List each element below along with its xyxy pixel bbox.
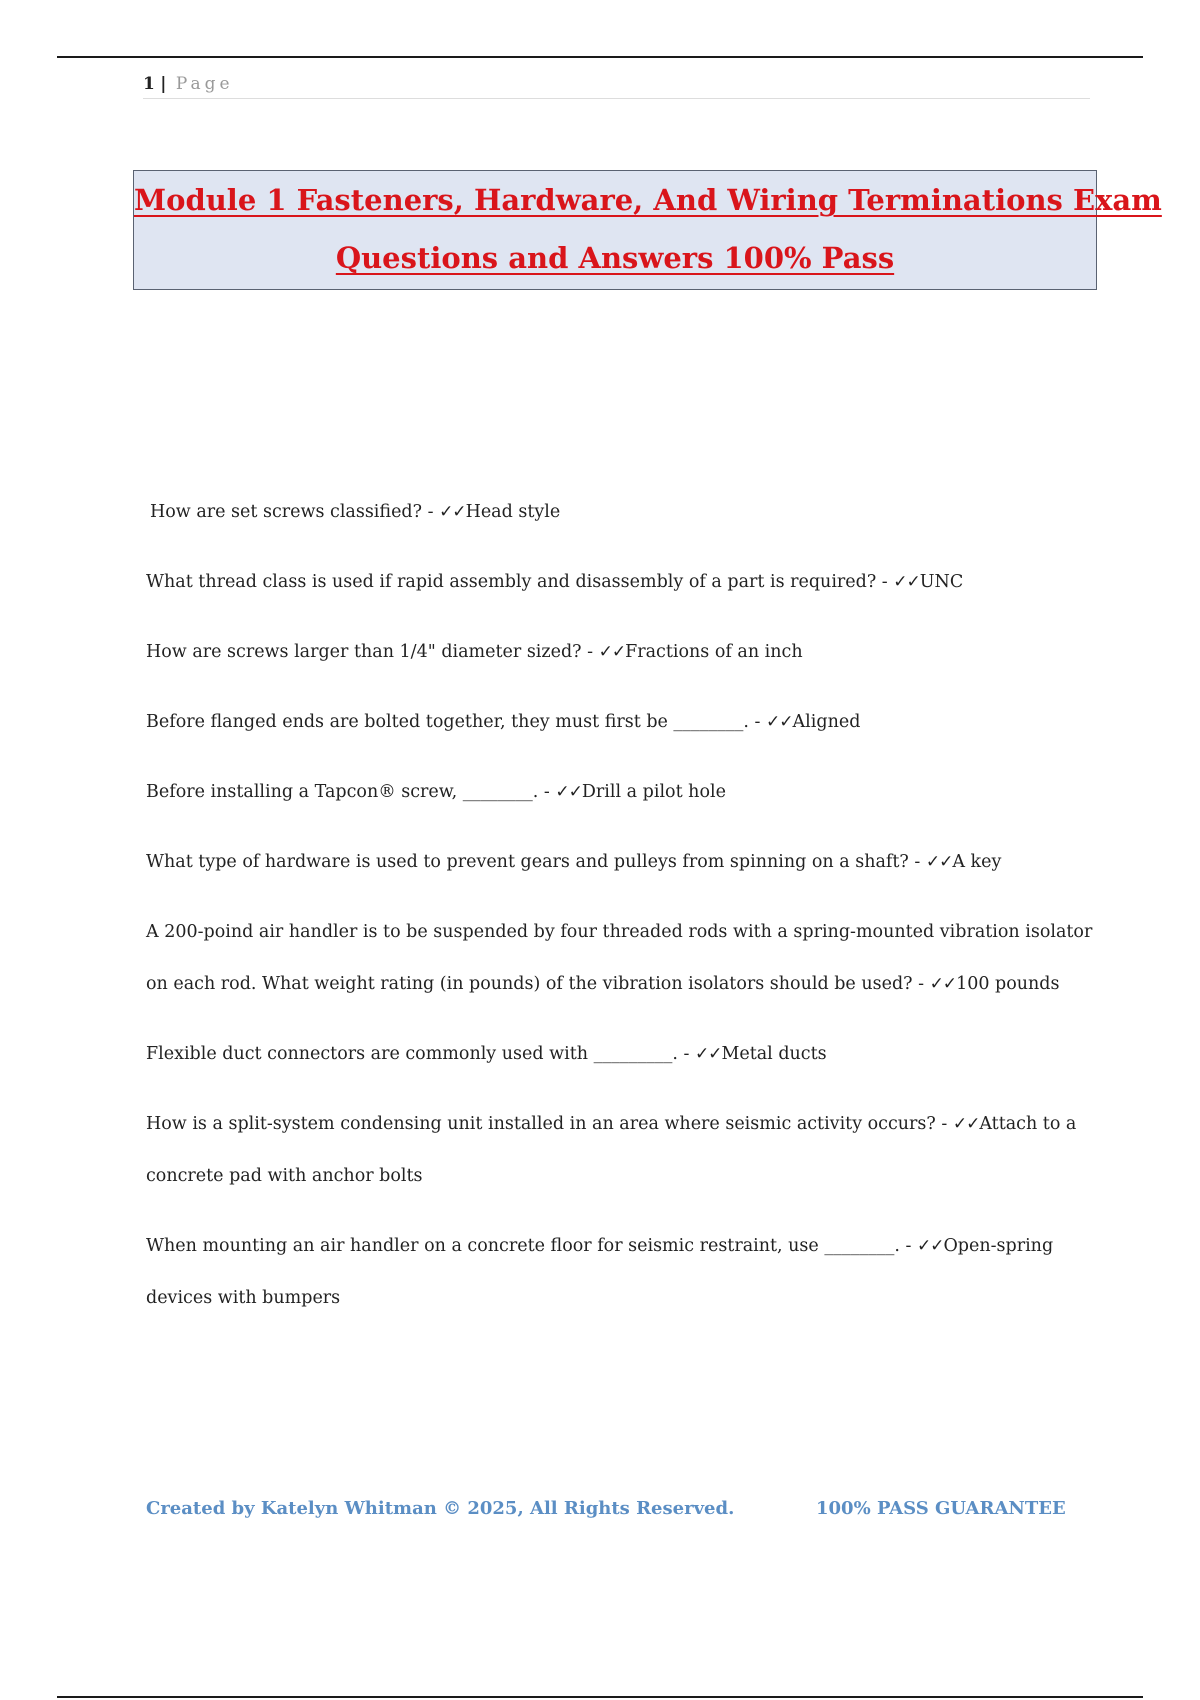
answer: Drill a pilot hole — [581, 782, 726, 802]
qa-item-6 — [146, 836, 1096, 888]
answer: Metal ducts — [721, 1044, 827, 1064]
qa-item-8 — [146, 1028, 1096, 1080]
question: When mounting an air handler on a concrete floor for seismic restraint, use ________. - — [146, 1236, 917, 1256]
question: What type of hardware is used to prevent gears and pulleys from spinning on a shaft? - — [146, 852, 926, 872]
qa-item-2 — [146, 556, 1096, 608]
question: Before flanged ends are bolted together, they must first be ________. - — [146, 712, 767, 732]
footer-guarantee: 100% PASS GUARANTEE — [816, 1498, 1066, 1519]
answer: Open-spring devices with bumpers — [146, 1236, 1054, 1308]
qa-item-1 — [146, 486, 1096, 538]
check-mark-icon: ✓✓ — [555, 782, 582, 802]
bottom-rule — [57, 1696, 1143, 1698]
question: How are screws larger than 1/4" diameter sized? - — [146, 642, 599, 662]
qa-item-7 — [146, 906, 1096, 1010]
answer: UNC — [919, 572, 964, 592]
check-mark-icon: ✓✓ — [929, 974, 957, 994]
check-mark-icon: ✓✓ — [766, 712, 793, 732]
page-number: 1 — [143, 74, 155, 94]
question: How are set screws classified? - — [150, 502, 440, 522]
question: Flexible duct connectors are commonly used with _________. - — [146, 1044, 695, 1064]
answer: A key — [952, 852, 1002, 872]
footer-copyright: Created by Katelyn Whitman © 2025, All Rights Reserved. — [146, 1498, 735, 1519]
answer: Aligned — [792, 712, 861, 732]
check-mark-icon: ✓✓ — [952, 1114, 980, 1134]
check-mark-icon: ✓✓ — [439, 502, 466, 522]
document-title-line-1: Module 1 Fasteners, Hardware, And Wiring Terminations Exam — [134, 183, 1162, 217]
answer: Head style — [465, 502, 561, 522]
title-box — [133, 170, 1162, 290]
question: What thread class is used if rapid assembly and disassembly of a part is required? - — [146, 572, 894, 592]
qa-list — [146, 486, 1096, 1342]
qa-item-9 — [146, 1098, 1096, 1202]
question: Before installing a Tapcon® screw, ________. - — [146, 782, 556, 802]
check-mark-icon: ✓✓ — [694, 1044, 722, 1064]
page-word: Page — [175, 74, 234, 94]
question: A 200-poind air handler is to be suspended by four threaded rods with a spring-mounted vibration isolator on each rod. What weight rating (in pounds) of the vibration isolators should be used? - — [146, 922, 1093, 994]
page-header — [143, 72, 1090, 99]
answer: Fractions of an inch — [625, 642, 803, 662]
qa-item-10 — [146, 1220, 1096, 1324]
check-mark-icon: ✓✓ — [916, 1236, 944, 1256]
top-rule — [57, 56, 1143, 58]
qa-item-4 — [146, 696, 1096, 748]
footer — [146, 1498, 1096, 1530]
check-mark-icon: ✓✓ — [598, 642, 626, 662]
answer: 100 pounds — [956, 974, 1060, 994]
document-title-line-2: Questions and Answers 100% Pass — [335, 241, 895, 275]
answer: Attach to a concrete pad with anchor bolts — [146, 1114, 1077, 1186]
check-mark-icon: ✓✓ — [893, 572, 920, 592]
page-separator: | — [160, 74, 167, 94]
qa-item-5 — [146, 766, 1096, 818]
check-mark-icon: ✓✓ — [925, 852, 953, 872]
qa-item-3 — [146, 626, 1096, 678]
question: How is a split-system condensing unit installed in an area where seismic activity occurs? - — [146, 1114, 953, 1134]
